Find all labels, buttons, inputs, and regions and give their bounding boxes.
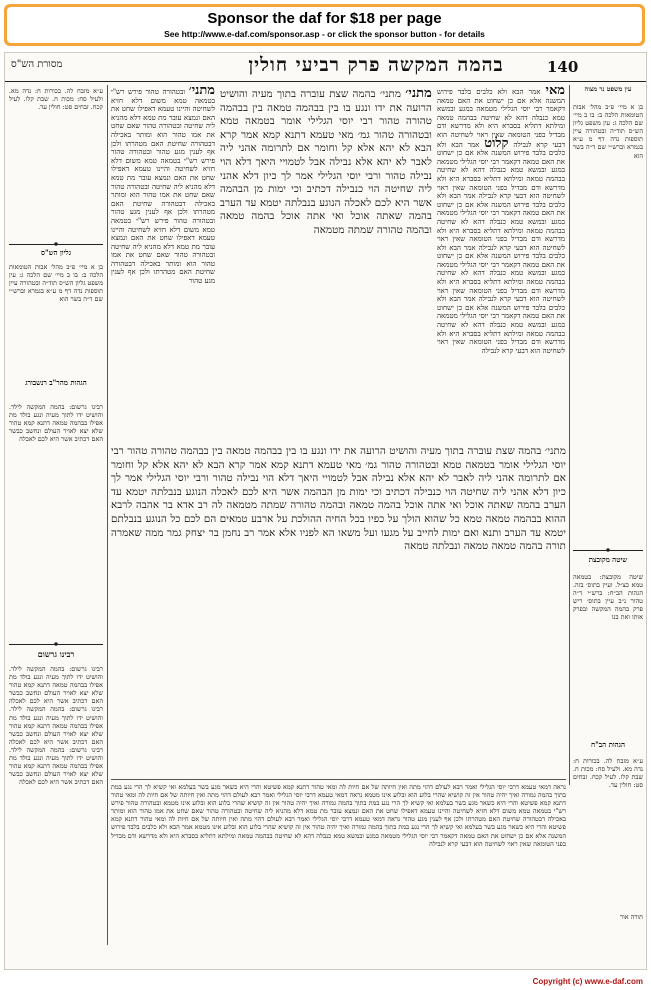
right-margin-rule bbox=[569, 85, 570, 785]
hagahot-habach-heading: הגהות הב"ח bbox=[590, 740, 626, 749]
gemara-wide-column bbox=[111, 445, 566, 775]
sponsor-title: Sponsor the daf for $18 per page bbox=[207, 10, 442, 27]
bottom-commentary-text-3: ובטהורה טהור פירש רש"י בטמאה טמא משום דלא חזיא לשחיטה והיינו טעמא דאפילו שחט את האם ונמצא עובר מת טמא דלא מהניא ליה שחיטה ובטהורה טהור שאם שחט את אמו טהור הוא ומותר באכילה דבטהורה שחיטת האם מטהרתו ולכן אף לענין מגע טהור bbox=[111, 799, 566, 824]
talmud-page bbox=[4, 52, 647, 970]
gilyon-column: בן א מיי׳ פ״ב מהל׳ אבות הטומאות הלכה ב: בו ב מיי׳ שם הלכה ג: עין משפט גליון הש״ס תוד״ה ובטהורה עיין תוספות נדה דף מ ע״א בגמרא וברש״י שם ד״ה בשר הוא bbox=[9, 263, 103, 304]
tosafot-text-repeat: ובטהורה טהור פירש רש"י בטמאה טמא משום דלא חזיא לשחיטה והיינו טעמא דאפילו שחט את האם ונמצא עובר מת טמא דלא מהניא ליה שחיטה ובטהורה טהור שאם שחט את אמו טהור הוא ומותר באכילה דבטהורה שחיטת האם מטהרתו ולכן אף לענין מגע טהור bbox=[111, 148, 215, 217]
ein-mishpat-column: בן א מיי׳ פ״ב מהל׳ אבות הטומאות הלכה ב: בו ב מיי׳ שם הלכה ג: עין משפט גליון הש״ס תוד״ה ובטהורה עיין תוספות נדה דף מ ע״א בגמרא וברש״י שם ד״ה בשר הוא bbox=[573, 103, 643, 160]
tosafot-text-repeat-2: ובטהורה טהור פירש רש"י בטמאה טמא משום דלא חזיא לשחיטה והיינו טעמא דאפילו שחט את האם ונמצא עובר מת טמא דלא מהניא ליה שחיטה ובטהורה טהור שאם שחט את אמו טהור הוא ומותר באכילה דבטהורה שחיטת האם מטהרתו ולכן אף לענין מגע טהור bbox=[111, 216, 215, 286]
bottom-block-rule bbox=[111, 779, 566, 780]
header-rule bbox=[5, 81, 646, 82]
rabbeinu-gershom-text-2: רבינו גרשום: בהמה המקשה לילד. והושיט ידו לתוך מעיה ונגע בולד מת אפילו בבהמה טמאה דתנא קמא טהור שלא יצא לאויר העולם ונחשב כבשר האם דכתיב אשר היא לכם לאכלה bbox=[9, 705, 103, 746]
masoret-hashas-column: ע״א מזבח לה. בכורות ח: נדה מא. ולעיל סח: מכות ח. שבת קלו. לעיל קכח. זבחים סט: חולין עד. bbox=[9, 87, 103, 112]
rabbeinu-gershom-text: רבינו גרשום: בהמה המקשה לילד. והושיט ידו לתוך מעיה ונגע בולד מת אפילו בבהמה טמאה דתנא קמא טהור שלא יצא לאויר העולם ונחשב כבשר האם דכתיב אשר היא לכם לאכלה bbox=[9, 665, 103, 706]
tosafot-text: ובטהורה טהור פירש רש"י בטמאה טמא משום דלא חזיא לשחיטה והיינו טעמא דאפילו שחט את האם ונמצא עובר מת טמא דלא מהניא ליה שחיטה ובטהורה טהור שאם שחט את אמו טהור הוא ומותר באכילה דבטהורה שחיטת האם מטהרתו ולכן אף לענין מגע טהור bbox=[111, 88, 215, 157]
tosafot-column bbox=[111, 87, 215, 443]
gemara-text-wide: מתני׳ בהמה שצת עוברה בתוך מעיה והושיט הרועה את ידו ונגע בו בין בבהמה טמאה בין בבהמה טהורה טהור רבי יוסי הגלילי אומר בטמאה טמא ובטהורה טהור גמ׳ מאי טעמא דתנא קמא אמר קרא הבא לא יהא אלא קל וחומר אם לתרומה אהני ליה לאבר לא יהא אלא נבילה אבל לטמויי היאך דלא הוי נבילה טהור ורבי יוסי הגלילי אמר לך כיון דלא אהני ליה שחיטה הוי כנבילה דכתיב וכי ימות מן הבהמה אשר היא לכם לאכלה הנוגע בנבלתה יטמא עד הערב בהמה שאתה אוכל ואי אתה אוכל בהמה טמאה ובהמה טהורה שמתה מטמאה bbox=[111, 446, 566, 512]
rashi-klum-word: קלוט bbox=[484, 135, 509, 151]
gilyon-heading: גליון הש"ס bbox=[40, 248, 72, 257]
masoret-hashas-label: מסורת הש"ס bbox=[11, 59, 63, 70]
left-margin-rule bbox=[107, 85, 108, 945]
hagahot-column: רבינו גרשום: בהמה המקשה לילד. והושיט ידו לתוך מעיה ונגע בולד מת אפילו בבהמה טמאה דתנא קמא טהור שלא יצא לאויר העולם ונחשב כבשר האם דכתיב אשר היא לכם לאכלה bbox=[9, 403, 103, 444]
page-number: 140 bbox=[547, 58, 579, 76]
sponsor-banner-inner[interactable] bbox=[7, 7, 642, 43]
bottom-commentary-text: נראה דמאי טעמא דרבי יוסי הגלילי ואמר רבא לעולם דהוי מתה ואין חיותה של אם חיות לה ומאי טהור דתנא קמא פשיטא והרי היא כשאר מגע בשר בעלמא ואי קשיא לך הרי נגע במת בתוך בהמה גמורה ואיך יהיה טהור אין זה קושיא שהרי בלוע הוא ובלוע אינו מטמא bbox=[111, 783, 566, 800]
rashi-opening-word: מאי bbox=[545, 87, 565, 98]
bottom-commentary-text-5: אמר הבא ולא כלבים בלבד פירוש המשנה אלא אם כן ישחוט את האם טמאה דקאמר רבי יוסי הגלילי מטמאה במגע ובמשא טמא כנבלה דהא לא שחיטה בבהמה טמאה ומילתא דתליא בסברא היא ולא מדרשא ודם מבדיל בפני הטומאה שאין ראוי לשחיטה הוא דבעי קרא לנבילה bbox=[111, 823, 566, 848]
gemara-text-upper: מתני׳ בהמה שצת עוברה בתוך מעיה והושיט הרועה את ידו ונגע בו בין בבהמה טמאה בין בבהמה טהורה טהור רבי יוסי הגלילי אומר בטמאה טמא ובטהורה טהור גמ׳ מאי טעמא דתנא קמא אמר קרא הבא לא יהא אלא קל וחומר אם לתרומה אהני ליה לאבר לא יהא אלא נבילה אבל לטמויי היאך דלא הוי נבילה טהור ורבי יוסי הגלילי אמר לך כיון דלא אהני ליה שחיטה הוי כנבילה דכתיב וכי ימות מן הבהמה אשר היא לכם לאכלה הנוגע בנבלתה יטמא עד הערב בהמה שאתה אוכל ואי אתה אוכל בהמה טמאה ובהמה טהורה שמתה מטמאה bbox=[220, 89, 432, 236]
ornament-divider-left bbox=[9, 241, 103, 247]
rabbeinu-gershom-column bbox=[9, 665, 103, 955]
gemara-text-lower: לה רב אדא בר אהבה לרבא ההוא בבהמה טמאה טמא כל שהוא הולך על כפיו בכל החיה ההולכת על ארבע טמאים הם לכם כל הנוגע בנבלתם יטמא עד הערב ותנא ואם ימות לחייב על מגעו ועל משאו הא לפניו אלא אמר רב נחמן בר יצחק גמר ממה שאמרה תורה בהמה טמאה טמאה ונבלתה טמאה bbox=[111, 500, 566, 553]
page-header bbox=[5, 53, 646, 83]
running-title: בהמה המקשה פרק רביעי חולין bbox=[248, 54, 504, 76]
rabbeinu-gershom-heading: רבינו גרשום bbox=[37, 649, 75, 659]
tosafot-opening-word: מתני׳ bbox=[188, 87, 215, 98]
shita-mekubetzet-heading: שיטה מקובצת bbox=[588, 555, 628, 564]
rashi-text-repeat-2: אמר הבא ולא כלבים בלבד פירוש המשנה אלא אם כן ישחוט את האם טמאה דקאמר רבי יוסי הגלילי מטמאה במגע ובמשא טמא כנבלה דהא לא שחיטה בבהמה טמאה ומילתא דתליא בסברא היא ולא מדרשא ודם מבדיל בפני הטומאה שאין ראוי לשחיטה הוא דבעי קרא לנבילה bbox=[437, 192, 565, 252]
ornament-divider bbox=[573, 547, 643, 553]
rashi-text-repeat: אמר הבא ולא כלבים בלבד פירוש המשנה אלא אם כן ישחוט את האם טמאה דקאמר רבי יוסי הגלילי מטמאה במגע ובמשא טמא כנבלה דהא לא שחיטה בבהמה טמאה ומילתא דתליא בסברא היא ולא מדרשא ודם מבדיל בפני הטומאה שאין ראוי לשחיטה הוא דבעי קרא לנבילה bbox=[437, 140, 565, 201]
torah-or-note: תורה אור bbox=[620, 913, 643, 921]
bottom-commentary bbox=[111, 783, 566, 951]
sponsor-subtitle[interactable]: See http://www.e-daf.com/sponsor.asp - or click the sponsor button - for details bbox=[164, 29, 485, 39]
sponsor-banner[interactable] bbox=[4, 4, 645, 46]
mishnah-marker: מתני׳ bbox=[405, 87, 432, 101]
hagahot-heading: הגהות מהר"ב רנשבורג bbox=[25, 378, 87, 387]
ein-mishpat-heading: עין משפט נר מצוה bbox=[584, 85, 632, 93]
gemara-upper-column bbox=[220, 87, 432, 443]
rabbeinu-gershom-text-3: רבינו גרשום: בהמה המקשה לילד. והושיט ידו לתוך מעיה ונגע בולד מת אפילו בבהמה טמאה דתנא קמא טהור שלא יצא לאויר העולם ונחשב כבשר האם דכתיב אשר היא לכם לאכלה bbox=[9, 745, 103, 787]
copyright-link[interactable]: Copyright (c) www.e-daf.com bbox=[532, 977, 643, 986]
bottom-commentary-text-2: נראה דמאי טעמא דרבי יוסי הגלילי ואמר רבא לעולם דהוי מתה ואין חיותה של אם חיות לה ומאי טהור דתנא קמא פשיטא והרי היא כשאר מגע בשר בעלמא ואי קשיא לך הרי נגע במת בתוך בהמה גמורה ואיך יהיה טהור אין זה קושיא שהרי בלוע הוא ובלוע אינו מטמא bbox=[111, 791, 566, 808]
hagahot-habach-column: ע״א מזבח לה. בכורות ח: נדה מא. ולעיל סח: מכות ח. שבת קלו. לעיל קכח. זבחים סט: חולין עד. bbox=[573, 757, 643, 790]
shita-mekubetzet-column: שיטה מקובצת: בטמאה טמא כצ״ל. ועיין בתוס׳ בזה. הגהות הב״ח: ברש״י ד״ה טהור נ״ב עיין בתוס׳ ריש פרק בהמה המקשה ובפרק אותו ואת בנו bbox=[573, 573, 643, 622]
ornament-divider-left-2 bbox=[9, 641, 103, 647]
rashi-text-repeat-3: אמר הבא ולא כלבים בלבד פירוש המשנה אלא אם כן ישחוט את האם טמאה דקאמר רבי יוסי הגלילי מטמאה במגע ובמשא טמא כנבלה דהא לא שחיטה בבהמה טמאה ומילתא דתליא בסברא היא ולא מדרשא ודם מבדיל בפני הטומאה שאין ראוי לשחיטה הוא דבעי קרא לנבילה bbox=[437, 243, 565, 304]
rashi-text: אמר הבא ולא כלבים בלבד פירוש המשנה אלא אם כן ישחוט את האם טמאה דקאמר רבי יוסי הגלילי מטמאה במגע ובמשא טמא כנבלה דהא לא שחיטה בבהמה טמאה ומילתא דתליא בסברא היא ולא מדרשא ודם מבדיל בפני הטומאה שאין ראוי לשחיטה הוא דבעי קרא לנבילה bbox=[437, 88, 565, 149]
bottom-commentary-text-4: נראה דמאי טעמא דרבי יוסי הגלילי ואמר רבא לעולם דהוי מתה ואין חיותה של אם חיות לה ומאי טהור דתנא קמא פשיטא והרי היא כשאר מגע בשר בעלמא ואי קשיא לך הרי נגע במת בתוך בהמה גמורה ואיך יהיה טהור אין זה קושיא שהרי בלוע הוא ובלוע אינו מטמא bbox=[111, 815, 566, 832]
rashi-text-repeat-4: אמר הבא ולא כלבים בלבד פירוש המשנה אלא אם כן ישחוט את האם טמאה דקאמר רבי יוסי הגלילי מטמאה במגע ובמשא טמא כנבלה דהא לא שחיטה בבהמה טמאה ומילתא דתליא בסברא היא ולא מדרשא ודם מבדיל בפני הטומאה שאין ראוי לשחיטה הוא דבעי קרא לנבילה bbox=[437, 295, 565, 355]
